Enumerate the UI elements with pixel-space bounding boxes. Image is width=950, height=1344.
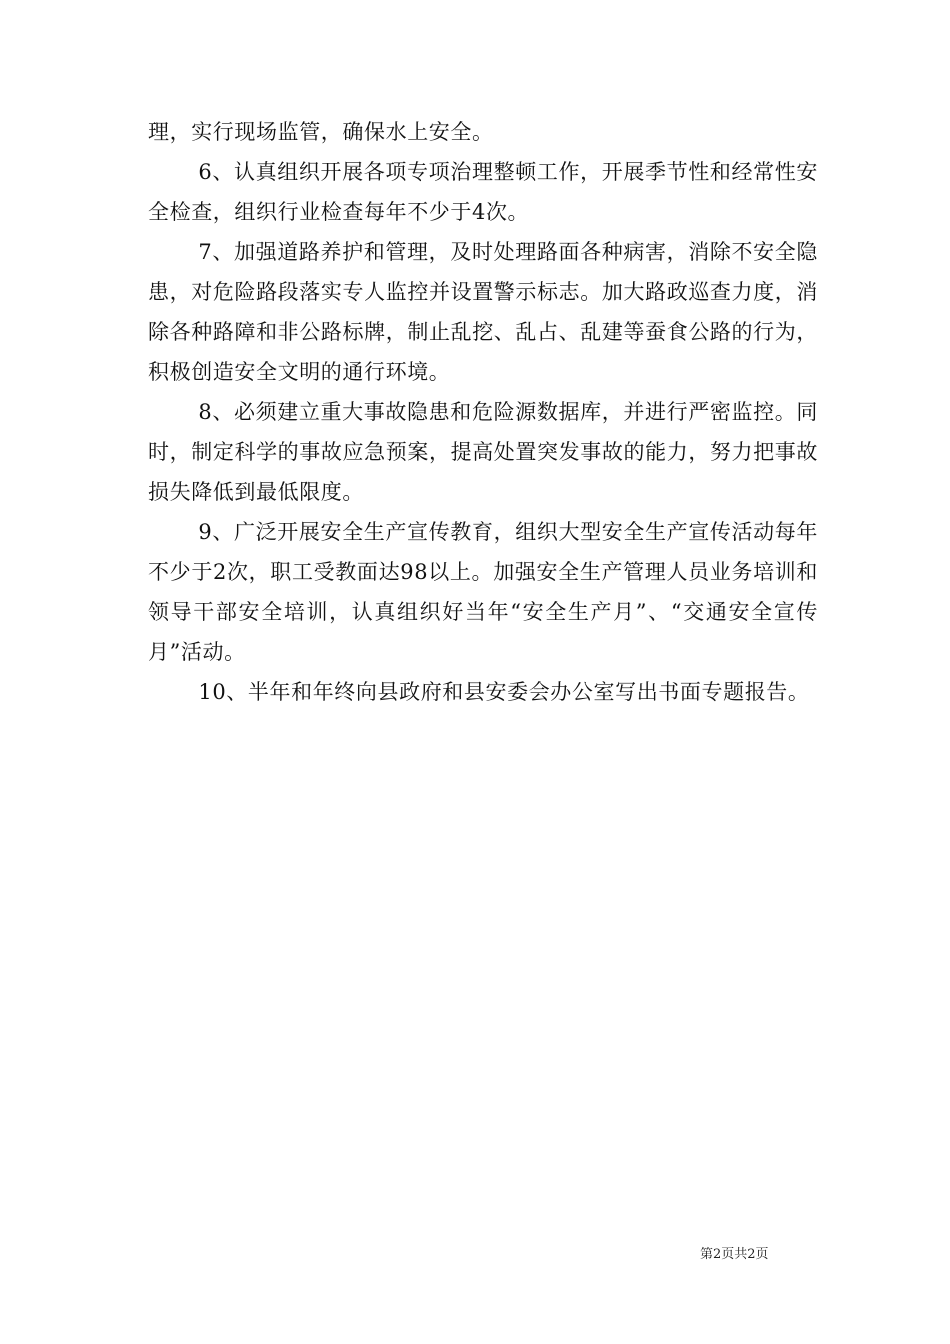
page-number-footer: 第2页共2页 — [700, 1247, 769, 1262]
paragraph-item-10: 10、半年和年终向县政府和县安委会办公室写出书面专题报告。 — [198, 680, 810, 704]
paragraph-continuation: 理，实行现场监管，确保水上安全。 — [148, 120, 494, 144]
document-body — [148, 112, 818, 712]
paragraph-item-9: 9、广泛开展安全生产宣传教育，组织大型安全生产宣传活动每年不少于2次，职工受教面达98以上。加强安全生产管理人员业务培训和领导干部安全培训，认真组织好当年“安全生产月”、“交通安全宣传月”活动。 — [148, 520, 818, 664]
paragraph-item-7: 7、加强道路养护和管理，及时处理路面各种病害，消除不安全隐患，对危险路段落实专人监控并设置警示标志。加大路政巡查力度，消除各种路障和非公路标牌，制止乱挖、乱占、乱建等蚕食公路的行为，积极创造安全文明的通行环境。 — [148, 240, 818, 384]
paragraph-item-6: 6、认真组织开展各项专项治理整顿工作，开展季节性和经常性安全检查，组织行业检查每年不少于4次。 — [148, 160, 818, 224]
paragraph-item-8: 8、必须建立重大事故隐患和危险源数据库，并进行严密监控。同时，制定科学的事故应急预案，提高处置突发事故的能力，努力把事故损失降低到最低限度。 — [148, 400, 818, 504]
